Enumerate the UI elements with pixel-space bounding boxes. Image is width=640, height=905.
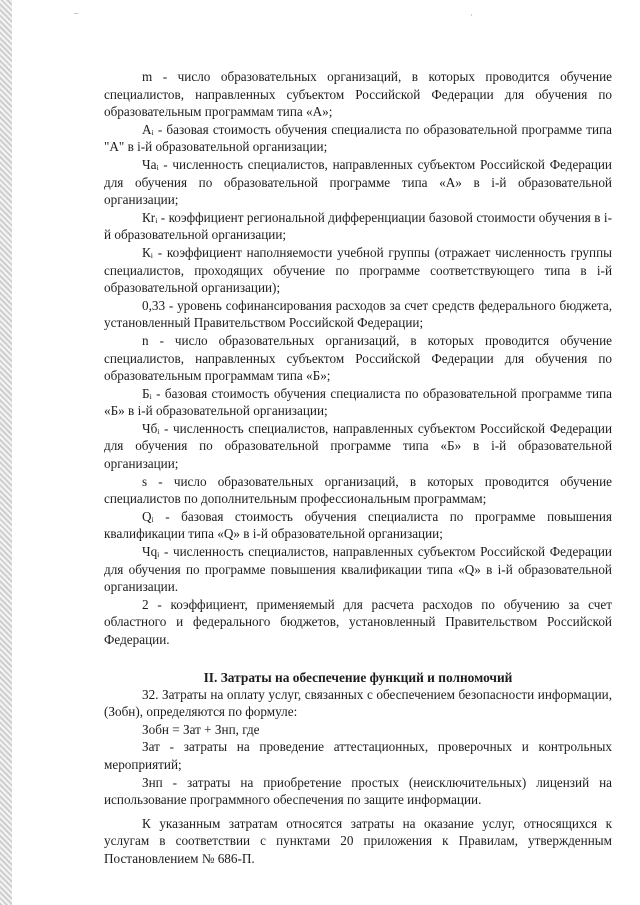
definition-cha: Чаᵢ - численность специалистов, направленных субъектом Российской Федерации для обучения по образовательной программе типа «А» в i-й образовательной организации;: [104, 156, 612, 208]
definition-m: m - число образовательных организаций, в которых проводится обучение специалистов, направленных субъектом Российской Федерации для обучения по образовательным программам типа «А»;: [104, 69, 612, 120]
document-page: [104, 68, 612, 868]
definition-q: Qᵢ - базовая стоимость обучения специалиста по программе повышения квалификации типа «Q» в i-й образовательной организации;: [104, 508, 612, 542]
definition-kr: Кrᵢ - коэффициент региональной дифференциации базовой стоимости обучения в i-й образовательной организации;: [104, 209, 612, 243]
definition-2: 2 - коэффициент, применяемый для расчета расходов по обучению за счет областного и федерального бюджетов, установленный Правительством Российской Федерации.: [104, 596, 612, 647]
margin-mark: –: [74, 8, 79, 18]
note-paragraph: К указанным затратам относятся затраты на оказание услуг, относящихся к услугам в соответствии с пунктами 20 приложения к Правилам, утвержденным Постановлением № 686-П.: [104, 815, 612, 866]
definition-znp: Знп - затраты на приобретение простых (неисключительных) лицензий на использование программного обеспечения по защите информации.: [104, 774, 612, 808]
definition-033: 0,33 - уровень софинансирования расходов за счет средств федерального бюджета, установленный Правительством Российской Федерации;: [104, 297, 612, 331]
definition-a: Аᵢ - базовая стоимость обучения специалиста по образовательной программе типа "А" в i-й образовательной организации;: [104, 121, 612, 155]
definition-zat: Зат - затраты на проведение аттестационных, проверочных и контрольных мероприятий;: [104, 739, 612, 772]
formula: Зобн = Зат + Знп, где: [142, 721, 260, 737]
item-32: 32. Затраты на оплату услуг, связанных с обеспечением безопасности информации, (Зобн), определяются по формуле:: [104, 686, 612, 720]
definition-s: s - число образовательных организаций, в которых проводится обучение специалистов по дополнительным профессиональным программам;: [104, 473, 612, 507]
margin-mark: ·: [470, 10, 473, 20]
definition-b: Бᵢ - базовая стоимость обучения специалиста по образовательной программе типа «Б» в i-й образовательной организации;: [104, 385, 612, 419]
definition-chq: Чqᵢ - численность специалистов, направленных субъектом Российской Федерации для обучения по программе повышения квалификации типа «Q» в i-й образовательной организации.: [104, 544, 612, 595]
definition-n: n - число образовательных организаций, в которых проводится обучение специалистов, направленных субъектом Российской Федерации для обучения по образовательным программам типа «Б»;: [104, 332, 612, 384]
scan-edge-border: [0, 0, 12, 905]
section-heading: II. Затраты на обеспечение функций и полномочий: [203, 669, 513, 685]
definition-chb: Чбᵢ - численность специалистов, направленных субъектом Российской Федерации для обучения по образовательной программе типа «Б» в i-й образовательной организации;: [104, 420, 612, 472]
definition-k: Кᵢ - коэффициент наполняемости учебной группы (отражает численность группы специалистов, проходящих обучение по программе соответствующего типа в i-й образовательной организации);: [104, 244, 612, 296]
